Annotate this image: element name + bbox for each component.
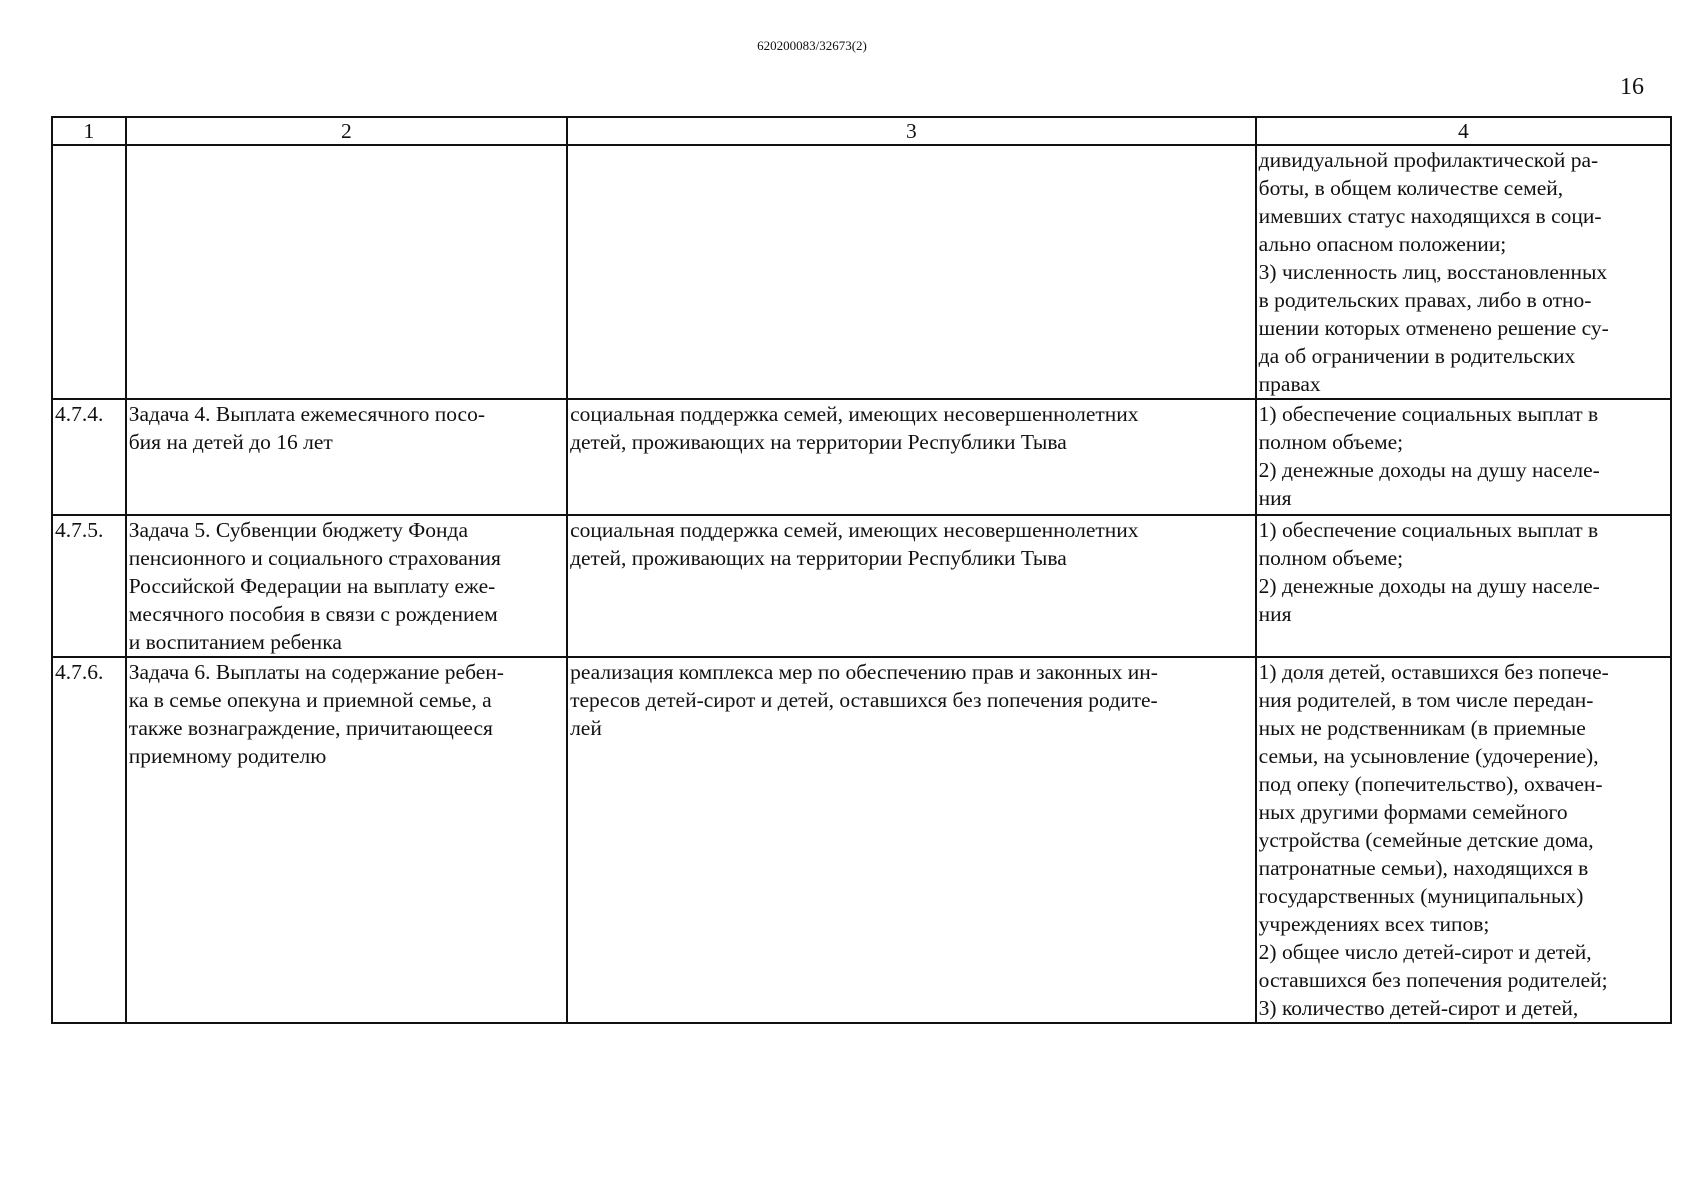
table-row <box>52 145 1671 399</box>
task-cell: Задача 6. Выплаты на содержание ребен- ка в семье опекуна и приемной семье, а также вознаграждение, причитающееся приемному родителю <box>126 657 567 1023</box>
row-number-cell: 4.7.6. <box>52 657 126 1023</box>
program-table <box>51 116 1672 1024</box>
column-header-3: 3 <box>567 117 1256 145</box>
description-cell: социальная поддержка семей, имеющих несовершеннолетних детей, проживающих на территории Республики Тыва <box>567 399 1256 515</box>
column-header-1: 1 <box>52 117 126 145</box>
indicators-cell: 1) обеспечение социальных выплат в полном объеме; 2) денежные доходы на душу населе- ния <box>1256 515 1671 657</box>
row-number-cell: 4.7.5. <box>52 515 126 657</box>
indicators-cell: дивидуальной профилактической ра- боты, в общем количестве семей, имевших статус находящихся в соци- ально опасном положении; 3) численность лиц, восстановленных в родительских правах, либо в отно- шении которых отменено решение су- да об ограничении в родительских правах <box>1256 145 1671 399</box>
description-cell: социальная поддержка семей, имеющих несовершеннолетних детей, проживающих на территории Республики Тыва <box>567 515 1256 657</box>
indicators-cell: 1) обеспечение социальных выплат в полном объеме; 2) денежные доходы на душу населе- ния <box>1256 399 1671 515</box>
table-row <box>52 515 1671 657</box>
row-number-cell <box>52 145 126 399</box>
table-row <box>52 399 1671 515</box>
document-id: 620200083/32673(2) <box>757 38 867 53</box>
row-number-cell: 4.7.4. <box>52 399 126 515</box>
description-cell <box>567 145 1256 399</box>
task-cell: Задача 5. Субвенции бюджету Фонда пенсионного и социального страхования Российской Федерации на выплату еже- месячного пособия в связи с рождением и воспитанием ребенка <box>126 515 567 657</box>
description-cell: реализация комплекса мер по обеспечению прав и законных ин- тересов детей-сирот и детей, оставшихся без попечения родите- лей <box>567 657 1256 1023</box>
column-header-2: 2 <box>126 117 567 145</box>
column-header-4: 4 <box>1256 117 1671 145</box>
table-row <box>52 657 1671 1023</box>
table-header-row <box>52 117 1671 145</box>
indicators-cell: 1) доля детей, оставшихся без попече- ния родителей, в том числе передан- ных не родственникам (в приемные семьи, на усыновление (удочерение), под опеку (попечительство), охвачен- ных другими формами семейного устройства (семейные детские дома, патронатные семьи), находящихся в государственных (муниципальных) учреждениях всех типов; 2) общее число детей-сирот и детей, оставшихся без попечения родителей; 3) количество детей-сирот и детей, <box>1256 657 1671 1023</box>
task-cell <box>126 145 567 399</box>
page-number: 16 <box>1620 74 1644 100</box>
task-cell: Задача 4. Выплата ежемесячного посо- бия на детей до 16 лет <box>126 399 567 515</box>
